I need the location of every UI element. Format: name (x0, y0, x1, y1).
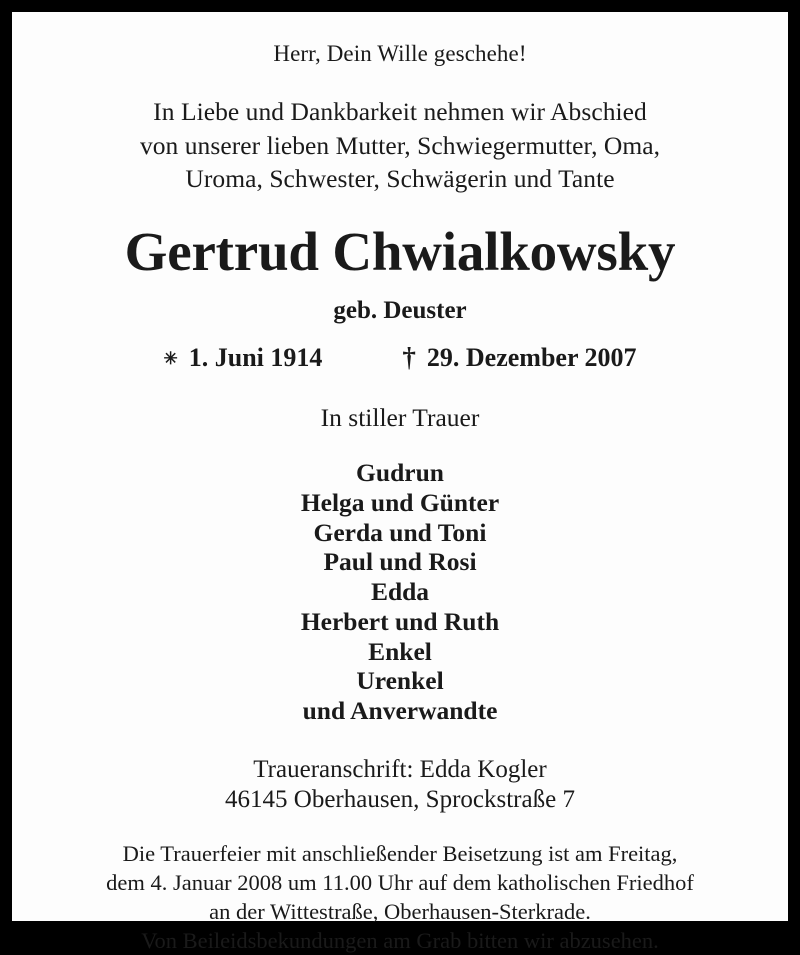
intro-line: In Liebe und Dankbarkeit nehmen wir Abschied (153, 96, 647, 126)
deceased-name: Gertrud Chwialkowsky (124, 221, 676, 283)
survivor-item: Paul und Rosi (323, 547, 477, 577)
death-date: 29. Dezember 2007 (426, 342, 637, 372)
intro-text (34, 95, 766, 197)
obituary-notice (12, 12, 788, 953)
address-line: 46145 Oberhausen, Sprockstraße 7 (225, 786, 575, 814)
mourning-address (34, 755, 766, 817)
survivor-item: Urenkel (356, 666, 444, 696)
star-icon: ✳ (163, 348, 178, 368)
survivor-item: Gudrun (356, 458, 444, 488)
closing-line: Die Trauerfeier mit anschließender Beisetzung ist am Freitag, (122, 841, 678, 867)
birth-date: 1. Juni 1914 (188, 342, 323, 372)
opening-verse: Herr, Dein Wille geschehe! (273, 41, 527, 66)
survivors-list (34, 458, 766, 725)
closing-line: an der Wittestraße, Oberhausen-Sterkrade. (209, 898, 591, 924)
intro-line: von unserer lieben Mutter, Schwiegermutter, Oma, (139, 130, 661, 160)
survivor-item: Herbert und Ruth (300, 606, 500, 636)
cross-icon: † (402, 341, 416, 372)
birth-date-group (163, 344, 322, 373)
maiden-name: geb. Deuster (333, 297, 467, 325)
closing-line: dem 4. Januar 2008 um 11.00 Uhr auf dem katholischen Friedhof (106, 869, 694, 895)
survivor-item: Edda (370, 577, 430, 607)
life-dates (34, 343, 766, 373)
funeral-details (34, 840, 766, 955)
mourning-header: In stiller Trauer (320, 403, 480, 433)
address-line: Traueranschrift: Edda Kogler (253, 755, 547, 783)
closing-line: Von Beileidsbekundungen am Grab bitten wir abzusehen. (141, 927, 659, 953)
intro-line: Uroma, Schwester, Schwägerin und Tante (185, 164, 615, 194)
survivor-item: Gerda und Toni (313, 517, 487, 547)
death-date-group (402, 343, 636, 373)
survivor-item: und Anverwandte (302, 695, 498, 725)
survivor-item: Enkel (368, 636, 432, 666)
survivor-item: Helga und Günter (300, 488, 500, 517)
